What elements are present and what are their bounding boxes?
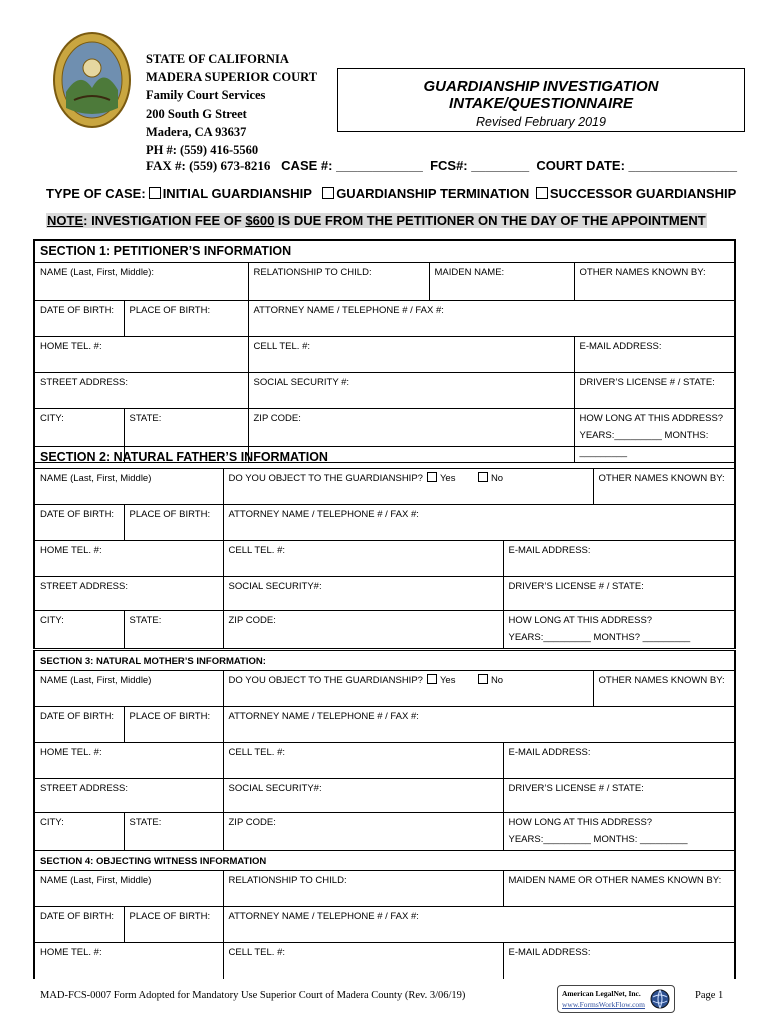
field-label: E-MAIL ADDRESS: <box>508 947 591 958</box>
case-number-field[interactable]: CASE #: ____________ <box>281 158 423 173</box>
cell-tel-field[interactable] <box>223 943 503 979</box>
section-2-table <box>33 446 736 649</box>
legalnet-logo[interactable] <box>557 985 675 1013</box>
form-footer-text: MAD-FCS-0007 Form Adopted for Mandatory Use Superior Court of Madera County (Rev. 3/06/19) <box>40 990 466 1001</box>
drivers-license-field[interactable] <box>574 372 735 408</box>
dob-field[interactable] <box>34 907 124 943</box>
street-address-field[interactable] <box>34 372 248 408</box>
court-line: PH #: (559) 416-5560 <box>146 143 259 158</box>
home-tel-field[interactable] <box>34 743 223 779</box>
father-object-field <box>223 469 593 505</box>
fax-case-line <box>146 158 737 174</box>
field-label: STREET ADDRESS: <box>40 581 128 592</box>
court-date-field[interactable]: COURT DATE: _______________ <box>536 158 737 173</box>
dob-field[interactable] <box>34 707 124 743</box>
email-field[interactable] <box>503 943 735 979</box>
years-months: YEARS:_________ MONTHS? _________ <box>508 632 691 643</box>
option-label: SUCCESSOR GUARDIANSHIP <box>549 186 737 201</box>
field-label: ATTORNEY NAME / TELEPHONE # / FAX #: <box>228 911 419 922</box>
field-label: HOW LONG AT THIS ADDRESS? <box>508 615 653 626</box>
field-label: NAME (Last, First, Middle) <box>40 675 152 686</box>
field-label: STATE: <box>129 817 162 828</box>
section-3-table <box>33 650 736 851</box>
dob-field[interactable] <box>34 300 124 336</box>
revised-date: Revised February 2019 <box>476 115 606 129</box>
years-months: YEARS:_________ MONTHS: _________ <box>508 834 688 845</box>
court-line: Madera, CA 93637 <box>146 124 247 139</box>
type-of-case <box>46 186 736 201</box>
how-long-field[interactable] <box>503 611 735 649</box>
relationship-field[interactable] <box>223 871 503 907</box>
drivers-license-field[interactable] <box>503 779 735 813</box>
field-label: CITY: <box>40 817 64 828</box>
field-label: ATTORNEY NAME / TELEPHONE # / FAX #: <box>228 509 419 520</box>
field-label: DO YOU OBJECT TO THE GUARDIANSHIP? <box>228 473 423 484</box>
field-label: PLACE OF BIRTH: <box>129 509 211 520</box>
field-label: DRIVER’S LICENSE # / STATE: <box>508 783 644 794</box>
home-tel-field[interactable] <box>34 541 223 577</box>
state-field[interactable] <box>124 611 223 649</box>
field-label: NAME (Last, First, Middle) <box>40 875 152 886</box>
city-field[interactable] <box>34 813 124 851</box>
mother-yes-checkbox[interactable] <box>427 674 437 684</box>
field-label: PLACE OF BIRTH: <box>129 304 211 316</box>
zip-field[interactable] <box>223 611 503 649</box>
note-prefix: NOTE <box>47 213 84 228</box>
initial-guardianship-checkbox[interactable] <box>149 187 161 199</box>
field-label: CELL TEL. #: <box>228 545 286 556</box>
field-label: DATE OF BIRTH: <box>40 304 115 316</box>
field-label: STREET ADDRESS: <box>40 376 128 388</box>
title-line-2: INTAKE/QUESTIONNAIRE <box>449 95 633 112</box>
option-label: INITIAL GUARDIANSHIP <box>162 186 312 201</box>
court-line: 200 South G Street <box>146 106 247 121</box>
note-text-1: : INVESTIGATION FEE OF <box>83 213 246 228</box>
court-line: STATE OF CALIFORNIA <box>146 52 289 66</box>
field-label: SOCIAL SECURITY#: <box>228 581 322 592</box>
field-label: E-MAIL ADDRESS: <box>508 747 591 758</box>
field-label: DRIVER’S LICENSE # / STATE: <box>508 581 644 592</box>
mother-no-checkbox[interactable] <box>478 674 488 684</box>
field-label: CELL TEL. #: <box>228 947 286 958</box>
court-address-block <box>146 50 317 159</box>
no-label: No <box>490 473 504 484</box>
field-label: NAME (Last, First, Middle): <box>40 266 155 278</box>
field-label: DATE OF BIRTH: <box>40 509 115 520</box>
cell-tel-field[interactable] <box>223 541 503 577</box>
field-label: PLACE OF BIRTH: <box>129 711 211 722</box>
page-number: Page 1 <box>695 990 724 1001</box>
mother-object-field <box>223 671 593 707</box>
drivers-license-field[interactable] <box>503 577 735 611</box>
field-label: HOME TEL. #: <box>40 340 102 352</box>
field-label: E-MAIL ADDRESS: <box>508 545 591 556</box>
no-label: No <box>490 675 504 686</box>
section-1-title: SECTION 1: PETITIONER’S INFORMATION <box>34 240 735 262</box>
fax-number: FAX #: (559) 673-8216 <box>146 158 271 173</box>
logo-url-link[interactable]: www.FormsWorkFlow.com <box>562 1000 646 1009</box>
field-label: ZIP CODE: <box>228 817 276 828</box>
form-title <box>338 78 744 112</box>
section-4-table <box>33 850 736 979</box>
ssn-field[interactable] <box>223 577 503 611</box>
section-2-title: SECTION 2: NATURAL FATHER’S INFORMATION <box>34 447 735 469</box>
pob-field[interactable] <box>124 707 223 743</box>
street-address-field[interactable] <box>34 779 223 813</box>
court-line: Family Court Services <box>146 88 266 103</box>
field-label: DRIVER’S LICENSE # / STATE: <box>579 376 715 388</box>
pob-field[interactable] <box>124 907 223 943</box>
street-address-field[interactable] <box>34 577 223 611</box>
other-names-field[interactable] <box>593 671 735 707</box>
cell-tel-field[interactable] <box>223 743 503 779</box>
field-label: RELATIONSHIP TO CHILD: <box>253 266 372 278</box>
relationship-field[interactable] <box>248 262 429 300</box>
email-field[interactable] <box>574 336 735 372</box>
guardianship-termination-checkbox[interactable] <box>322 187 334 199</box>
email-field[interactable] <box>503 743 735 779</box>
field-label: CELL TEL. #: <box>228 747 286 758</box>
field-label: STATE: <box>129 412 162 424</box>
option-label: GUARDIANSHIP TERMINATION <box>336 186 530 201</box>
fcs-number-field[interactable]: FCS#: ________ <box>430 158 530 173</box>
field-label: MAIDEN NAME: <box>434 266 505 278</box>
field-label: RELATIONSHIP TO CHILD: <box>228 875 347 886</box>
section-3-title: SECTION 3: NATURAL MOTHER’S INFORMATION: <box>34 651 735 671</box>
field-label: STREET ADDRESS: <box>40 783 128 794</box>
section-1-table <box>33 239 736 463</box>
field-label: PLACE OF BIRTH: <box>129 911 211 922</box>
successor-guardianship-checkbox[interactable] <box>536 187 548 199</box>
attorney-field[interactable] <box>223 907 735 943</box>
how-long-field[interactable] <box>503 813 735 851</box>
field-label: HOME TEL. #: <box>40 747 102 758</box>
email-field[interactable] <box>503 541 735 577</box>
father-no-checkbox[interactable] <box>478 472 488 482</box>
field-label: HOME TEL. #: <box>40 545 102 556</box>
other-names-field[interactable] <box>574 262 735 300</box>
yes-label: Yes <box>439 473 456 484</box>
field-label: CELL TEL. #: <box>253 340 311 352</box>
other-names-field[interactable] <box>593 469 735 505</box>
home-tel-field[interactable] <box>34 943 223 979</box>
maiden-name-field[interactable] <box>429 262 574 300</box>
field-label: DO YOU OBJECT TO THE GUARDIANSHIP? <box>228 675 423 686</box>
field-label: ZIP CODE: <box>253 412 301 424</box>
form-title-box <box>337 68 745 132</box>
attorney-field[interactable] <box>248 300 735 336</box>
dob-field[interactable] <box>34 505 124 541</box>
court-line: MADERA SUPERIOR COURT <box>146 70 318 85</box>
cell-tel-field[interactable] <box>248 336 574 372</box>
city-field[interactable] <box>34 611 124 649</box>
home-tel-field[interactable] <box>34 336 248 372</box>
type-of-case-label: TYPE OF CASE: <box>46 186 146 201</box>
father-yes-checkbox[interactable] <box>427 472 437 482</box>
witness-name-field[interactable] <box>34 871 223 907</box>
field-label: ATTORNEY NAME / TELEPHONE # / FAX #: <box>253 304 444 316</box>
petitioner-name-field[interactable] <box>34 262 248 300</box>
mother-name-field[interactable] <box>34 671 223 707</box>
court-seal-logo <box>52 30 132 130</box>
logo-company-name: American LegalNet, Inc. <box>562 989 641 998</box>
note-amount: $600 <box>245 213 275 228</box>
title-line-1: GUARDIANSHIP INVESTIGATION <box>423 78 659 95</box>
father-name-field[interactable] <box>34 469 223 505</box>
field-label: HOW LONG AT THIS ADDRESS? <box>579 412 724 424</box>
years-months: YEARS:_________ MONTHS: _________ <box>579 429 709 458</box>
field-label: SOCIAL SECURITY#: <box>228 783 322 794</box>
maiden-other-names-field[interactable] <box>503 871 735 907</box>
field-label: ZIP CODE: <box>228 615 276 626</box>
field-label: ATTORNEY NAME / TELEPHONE # / FAX #: <box>228 711 419 722</box>
field-label: STATE: <box>129 615 162 626</box>
state-field[interactable] <box>124 813 223 851</box>
field-label: HOW LONG AT THIS ADDRESS? <box>508 817 653 828</box>
field-label: OTHER NAMES KNOWN BY: <box>598 675 725 686</box>
field-label: MAIDEN NAME OR OTHER NAMES KNOWN BY: <box>508 875 722 886</box>
field-label: E-MAIL ADDRESS: <box>579 340 662 352</box>
field-label: OTHER NAMES KNOWN BY: <box>598 473 725 484</box>
field-label: DATE OF BIRTH: <box>40 911 115 922</box>
field-label: HOME TEL. #: <box>40 947 102 958</box>
ssn-field[interactable] <box>223 779 503 813</box>
pob-field[interactable] <box>124 505 223 541</box>
field-label: NAME (Last, First, Middle) <box>40 473 152 484</box>
field-label: CITY: <box>40 615 64 626</box>
yes-label: Yes <box>439 675 456 686</box>
attorney-field[interactable] <box>223 505 735 541</box>
field-label: DATE OF BIRTH: <box>40 711 115 722</box>
section-4-title: SECTION 4: OBJECTING WITNESS INFORMATION <box>34 851 735 871</box>
field-label: SOCIAL SECURITY #: <box>253 376 350 388</box>
pob-field[interactable] <box>124 300 248 336</box>
attorney-field[interactable] <box>223 707 735 743</box>
field-label: CITY: <box>40 412 64 424</box>
ssn-field[interactable] <box>248 372 574 408</box>
fee-note <box>46 213 707 228</box>
globe-icon <box>650 989 670 1009</box>
zip-field[interactable] <box>223 813 503 851</box>
note-text-2: IS DUE FROM THE PETITIONER ON THE DAY OF THE APPOINTMENT <box>274 213 706 228</box>
field-label: OTHER NAMES KNOWN BY: <box>579 266 706 278</box>
